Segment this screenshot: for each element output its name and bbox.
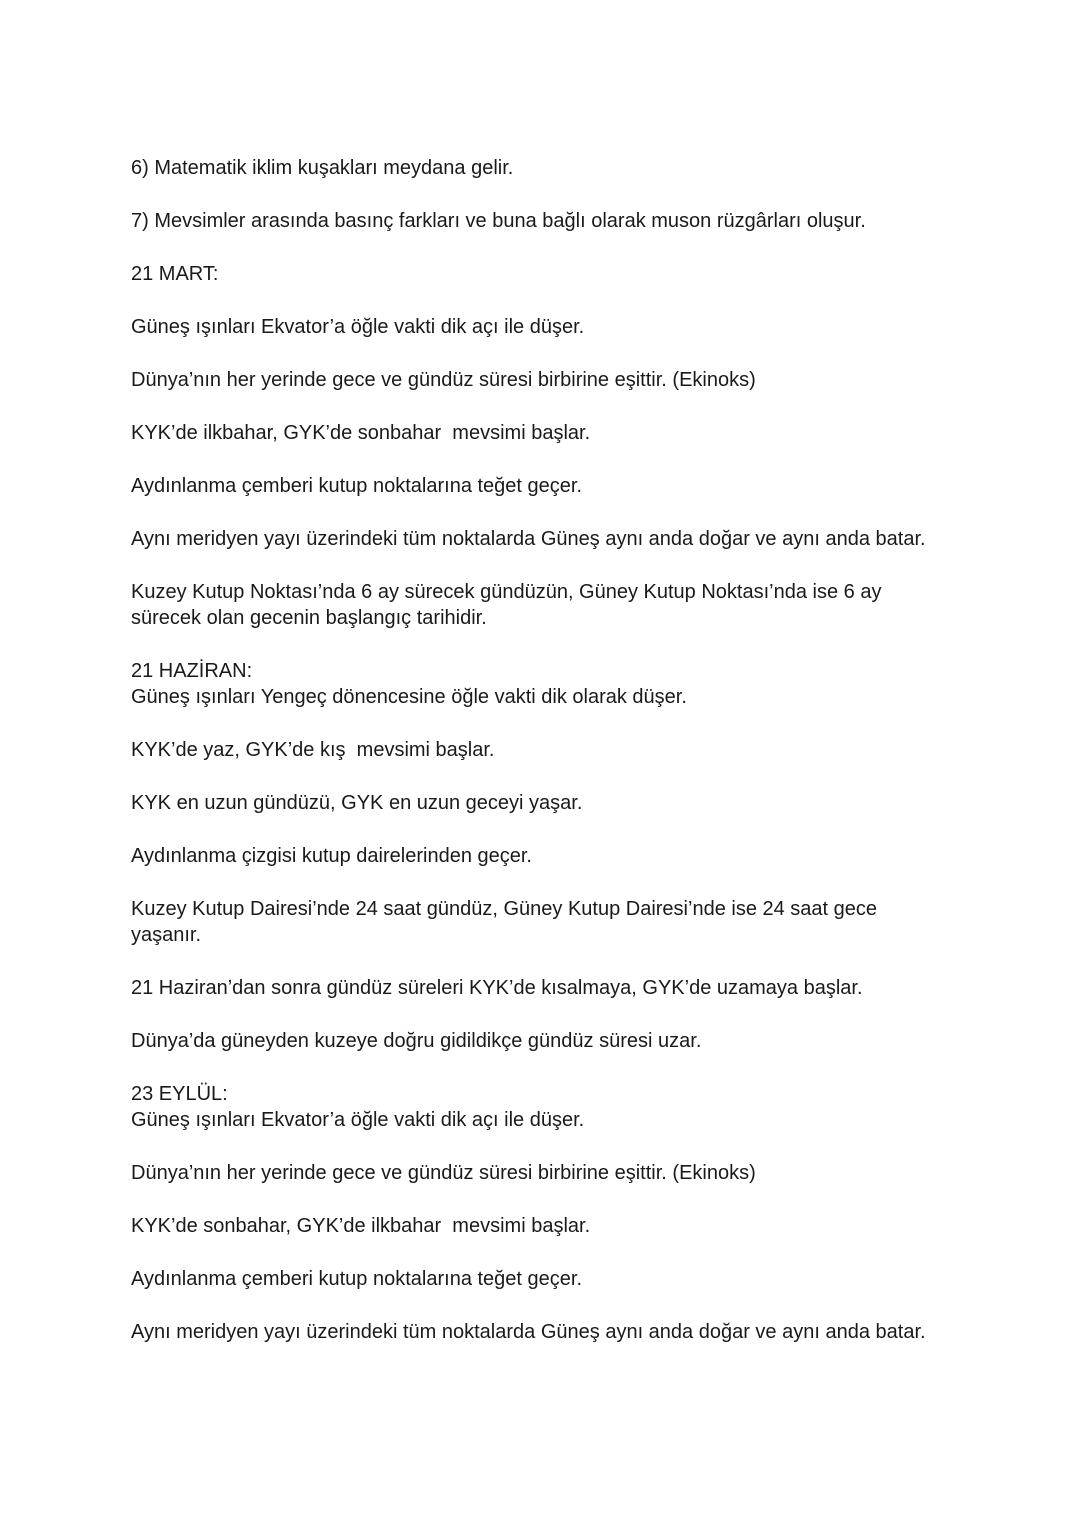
paragraph: Kuzey Kutup Noktası’nda 6 ay sürecek gündüzün, Güney Kutup Noktası’nda ise 6 ay sürecek olan gecenin başlangıç tarihidir. [131,581,888,629]
item-6: 6) Matematik iklim kuşakları meydana gelir. [131,157,514,179]
paragraph: Aydınlanma çizgisi kutup dairelerinden geçer. [131,845,532,867]
paragraph: Dünya’nın her yerinde gece ve gündüz süresi birbirine eşittir. (Ekinoks) [131,369,756,391]
paragraph: Güneş ışınları Ekvator’a öğle vakti dik açı ile düşer. [131,316,585,338]
paragraph: KYK’de ilkbahar, GYK’de sonbahar mevsimi başlar. [131,422,591,444]
paragraph: Aydınlanma çemberi kutup noktalarına teğet geçer. [131,1268,583,1290]
document-page [131,155,961,1345]
paragraph: Güneş ışınları Yengeç dönencesine öğle vakti dik olarak düşer. [131,686,687,708]
heading-23-eylul: 23 EYLÜL: [131,1083,228,1105]
paragraph: KYK’de sonbahar, GYK’de ilkbahar mevsimi başlar. [131,1215,591,1237]
paragraph: Dünya’da güneyden kuzeye doğru gidildikçe gündüz süresi uzar. [131,1030,702,1052]
heading-21-mart: 21 MART: [131,263,219,285]
paragraph: Aydınlanma çemberi kutup noktalarına teğet geçer. [131,475,583,497]
paragraph: 21 Haziran’dan sonra gündüz süreleri KYK’de kısalmaya, GYK’de uzamaya başlar. [131,977,863,999]
paragraph: Aynı meridyen yayı üzerindeki tüm noktalarda Güneş aynı anda doğar ve aynı anda batar. [131,1321,926,1343]
item-7: 7) Mevsimler arasında basınç farkları ve buna bağlı olarak muson rüzgârları oluşur. [131,210,866,232]
paragraph: Aynı meridyen yayı üzerindeki tüm noktalarda Güneş aynı anda doğar ve aynı anda batar. [131,528,926,550]
paragraph: Dünya’nın her yerinde gece ve gündüz süresi birbirine eşittir. (Ekinoks) [131,1162,756,1184]
paragraph: KYK’de yaz, GYK’de kış mevsimi başlar. [131,739,495,761]
paragraph: Güneş ışınları Ekvator’a öğle vakti dik açı ile düşer. [131,1109,585,1131]
paragraph: Kuzey Kutup Dairesi’nde 24 saat gündüz, Güney Kutup Dairesi’nde ise 24 saat gece yaşanır. [131,898,883,946]
paragraph: KYK en uzun gündüzü, GYK en uzun geceyi yaşar. [131,792,583,814]
heading-21-haziran: 21 HAZİRAN: [131,660,253,682]
